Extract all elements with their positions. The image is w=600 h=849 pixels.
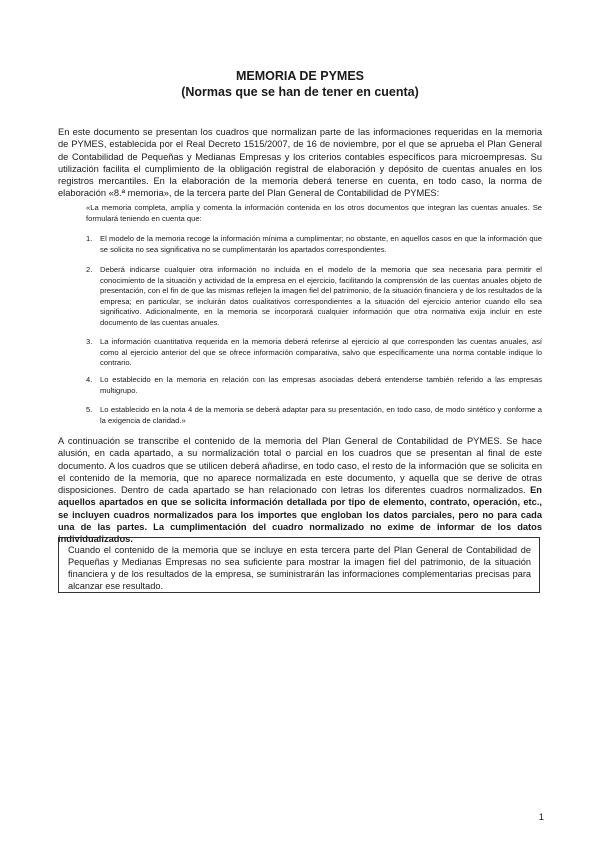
list-item xyxy=(86,405,542,426)
list-item xyxy=(86,265,542,328)
list-item-text: El modelo de la memoria recoge la información mínima a cumplimentar; no obstante, en aquellos casos en que la información que se solicita no sea significativa no se cumplimentarán los apartados correspondientes. xyxy=(100,234,542,254)
intro-paragraph-block xyxy=(58,126,542,200)
list-item-number: 2. xyxy=(86,265,93,274)
note-box-text: Cuando el contenido de la memoria que se incluye en esta tercera parte del Plan General de Contabilidad de Pequeñas y Medianas Empresas no sea suficiente para mostrar la imagen fiel del patrimonio, de la situación financiera y de los resultados de la empresa, se suministrarán las informaciones complementarias precisas para alcanzar ese resultado. xyxy=(68,545,531,591)
continuation-text: A continuación se transcribe el contenido de la memoria del Plan General de Contabilidad de PYMES. Se hace alusión, en cada apartado, a su normalización total o parcial en los cuadros que se presentan al final de este documento. A los cuadros que se utilicen deberá añadirse, en todo caso, el resto de la información que se solicita en el contenido de la memoria, que no aparece normalizada en este documento, y aquella que se derive de otras disposiciones. Dentro de cada apartado se han relacionado con letras los diferentes cuadros normalizados. xyxy=(58,436,542,496)
list-item-text: Lo establecido en la memoria en relación con las empresas asociadas deberá entenderse también referido a las empresas multigrupo. xyxy=(100,375,542,395)
list-item-text: Lo establecido en la nota 4 de la memoria se deberá adaptar para su presentación, en todo caso, de modo sintético y conforme a la exigencia de claridad.» xyxy=(100,405,542,425)
page-title: MEMORIA DE PYMES xyxy=(235,69,365,83)
list-item-number: 3. xyxy=(86,337,93,346)
title-block xyxy=(0,68,600,100)
continuation-paragraph-block xyxy=(58,435,542,546)
list-item xyxy=(86,337,542,369)
list-item xyxy=(86,234,542,255)
list-item-text: Deberá indicarse cualquier otra información no incluida en el modelo de la memoria que sea necesaria para permitir el conocimiento de la situación y actividad de la empresa en el ejercicio, facilitando la comprensión de las cuentas anuales objeto de presentación, con el fin de que las mismas reflejen la imagen fiel del patrimonio, de la situación financiera y de los resultados de la empresa; en particular, se incluirán datos cualitativos correspondientes a la situación del ejercicio anterior cuando ello sea significativo. Adicionalmente, en la memoria se incorporará cualquier información que otra normativa exija incluir en este documento de las cuentas anuales. xyxy=(100,265,542,327)
list-item-number: 5. xyxy=(86,405,93,414)
list-item xyxy=(86,375,542,396)
list-item-text: La información cuantitativa requerida en la memoria deberá referirse al ejercicio al que corresponden las cuentas anuales, así como al ejercicio anterior del que se ofrece información comparativa, salvo que específicamente una norma contable indique lo contrario. xyxy=(100,337,542,367)
continuation-paragraph xyxy=(58,435,542,546)
list-item-number: 1. xyxy=(86,234,93,243)
list-item-number: 4. xyxy=(86,375,93,384)
note-box xyxy=(58,537,540,593)
continuation-bold-text: En aquellos apartados en que se solicita información detallada por tipo de elemento, contrato, operación, etc., se incluyen cuadros normalizados para los importes que engloban los datos parciales, pero no para cada una de las partes. La cumplimentación del cuadro normalizado no exime de informar de los datos individualizados. xyxy=(58,485,542,545)
page-subtitle: (Normas que se han de tener en cuenta) xyxy=(181,85,419,99)
page-number: 1 xyxy=(538,812,544,823)
intro-paragraph: En este documento se presentan los cuadros que normalizan parte de las informaciones requeridas en la memoria de PYMES, establecida por el Real Decreto 1515/2007, de 16 de noviembre, por el que se aprueba el Plan General de Contabilidad de Pequeñas y Medianas Empresas y los criterios contables específicos para microempresas. Su utilización facilita el cumplimiento de la obligación registral de elaboración y depósito de cuentas anuales en los registros mercantiles. En la elaboración de la memoria deberá tenerse en cuenta, en todo caso, la norma de elaboración «8.ª memoria», de la tercera parte del Plan General de Contabilidad de PYMES: xyxy=(58,127,542,199)
quote-intro-block xyxy=(86,203,542,224)
quote-intro: «La memoria completa, amplía y comenta la información contenida en los otros documentos que integran las cuentas anuales. Se formulará teniendo en cuenta que: xyxy=(86,203,542,223)
